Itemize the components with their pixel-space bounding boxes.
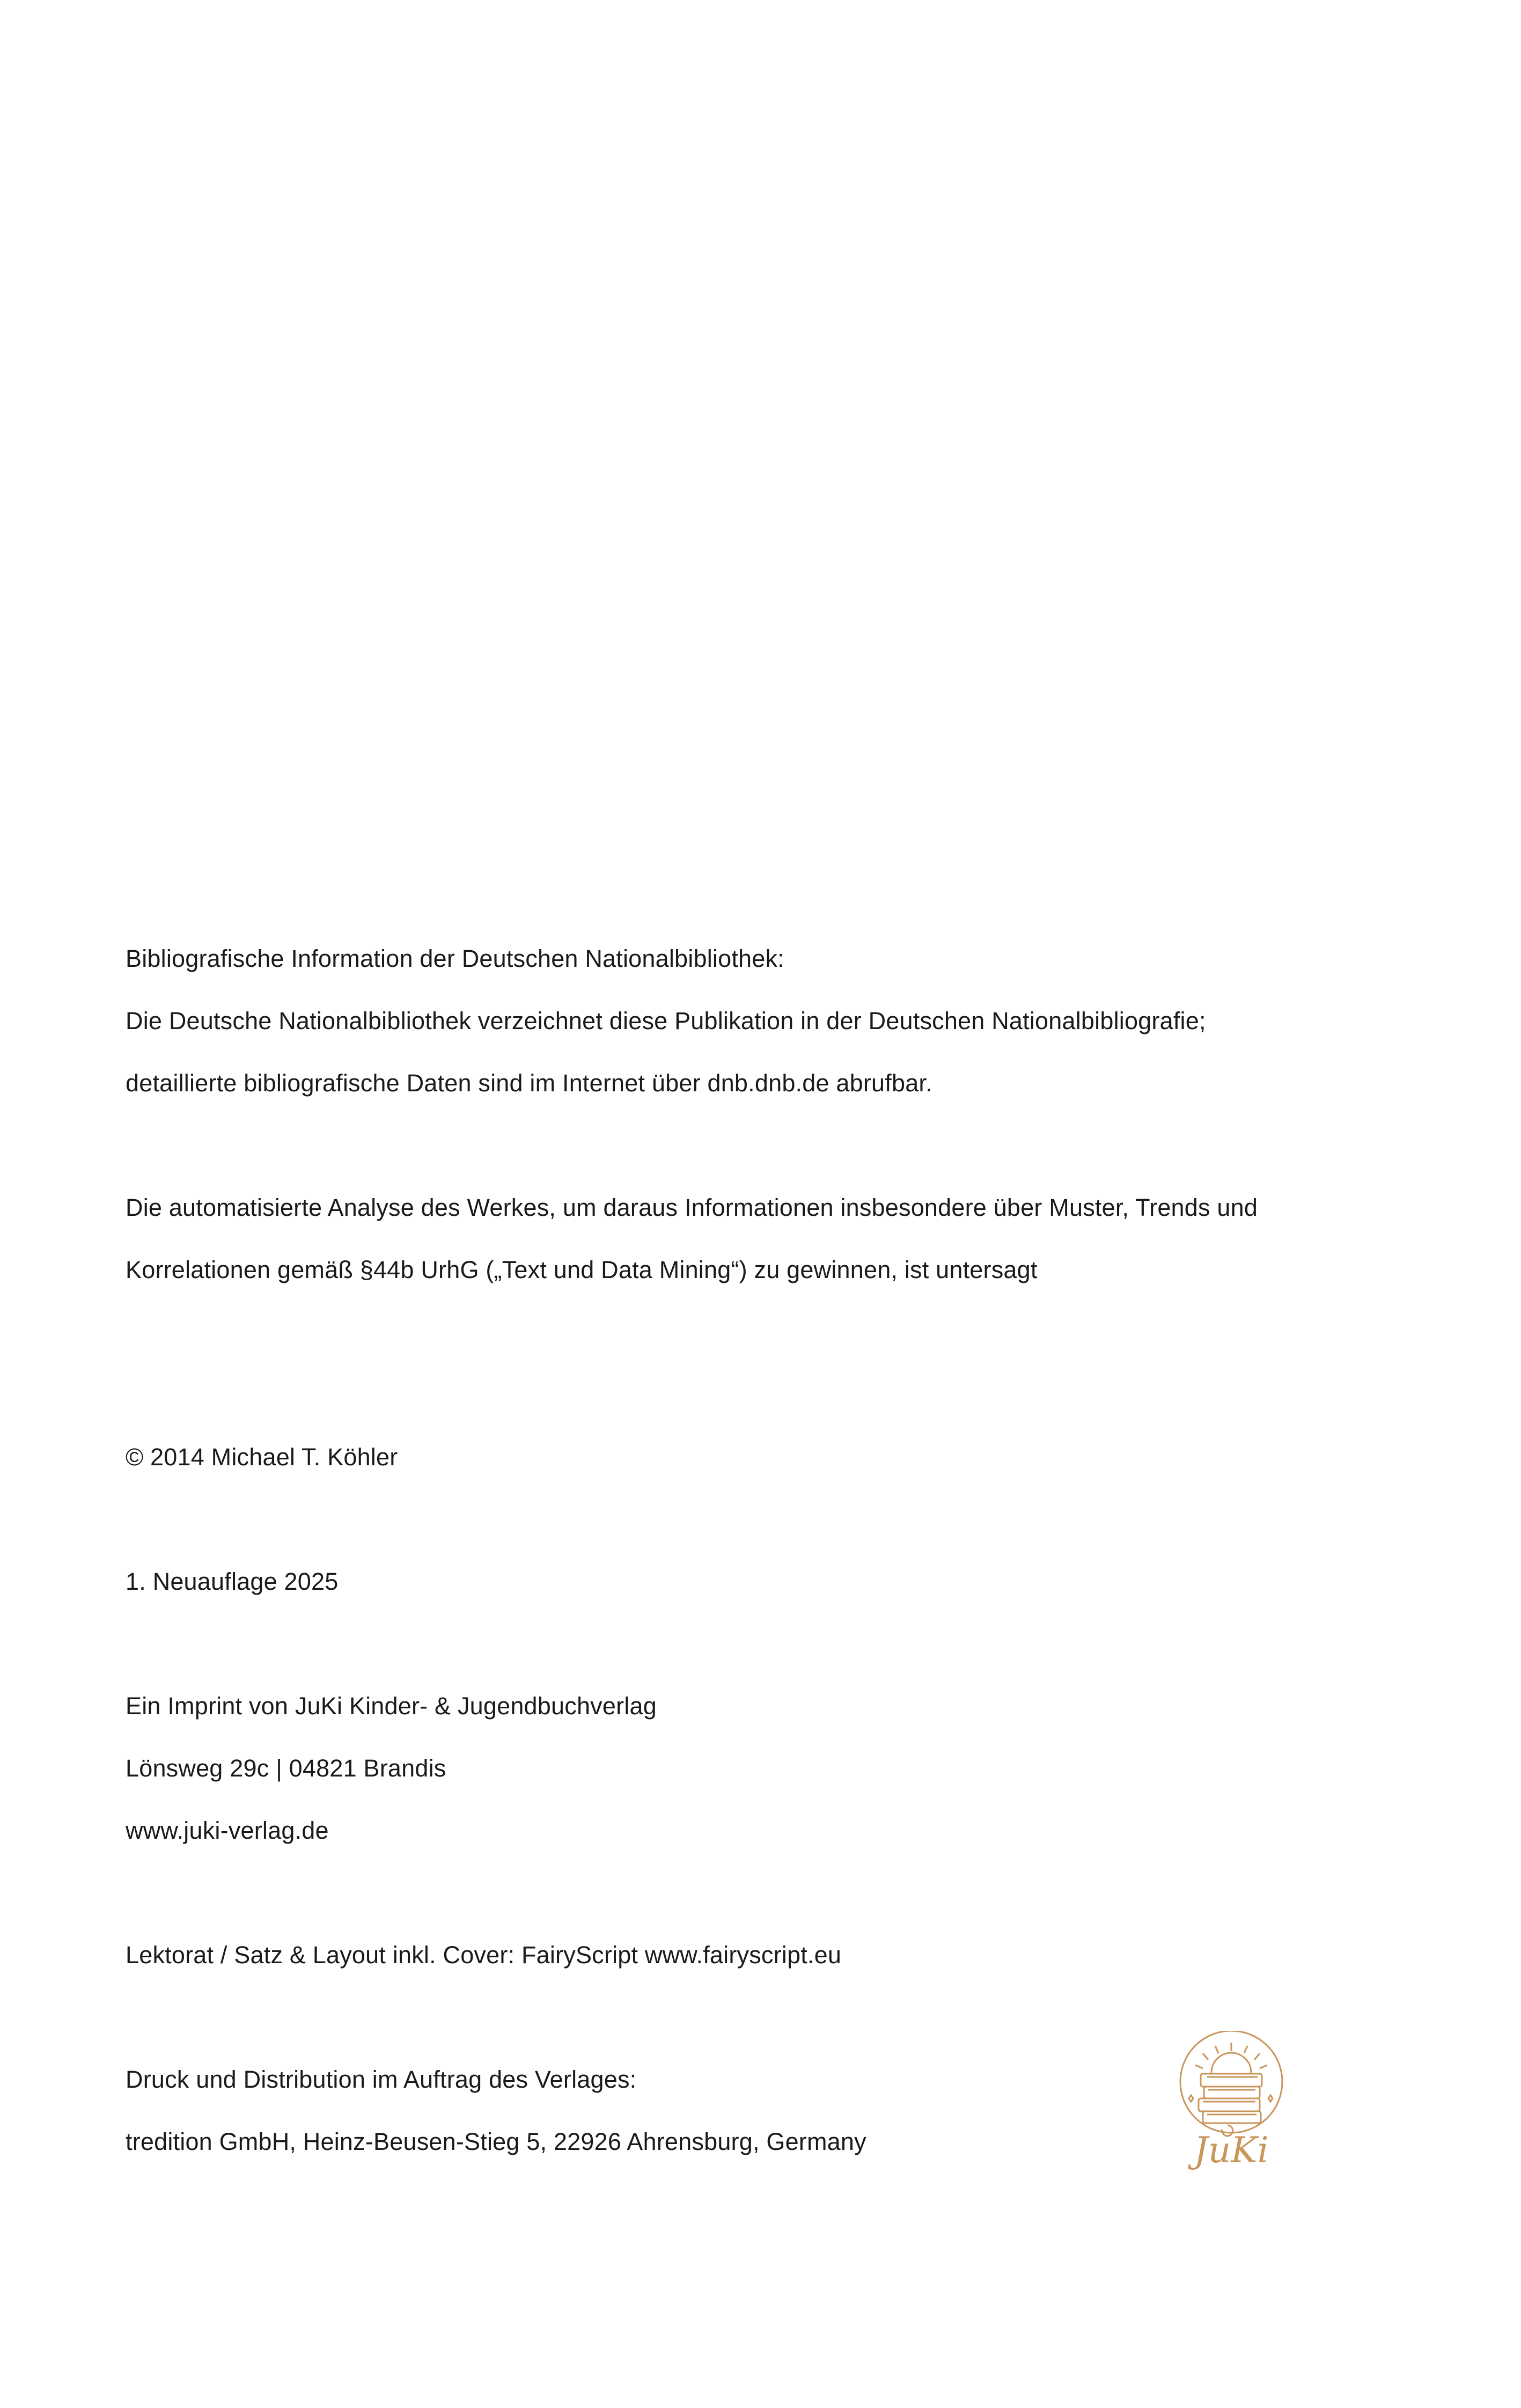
- tdm-line-1: Die automatisierte Analyse des Werkes, um daraus Informationen insbesondere über Muster, Trends und: [126, 1194, 1258, 1221]
- publisher-website: www.juki-verlag.de: [126, 1817, 329, 1844]
- credits-line: Lektorat / Satz & Layout inkl. Cover: FairyScript www.fairyscript.eu: [126, 1941, 842, 1969]
- juki-logo: [1170, 2031, 1293, 2186]
- copyright-notice: © 2014 Michael T. Köhler: [126, 1443, 398, 1471]
- cip-heading: Bibliografische Information der Deutschen Nationalbibliothek:: [126, 945, 784, 972]
- cip-line-2: detaillierte bibliografische Daten sind im Internet über dnb.dnb.de abrufbar.: [126, 1069, 932, 1097]
- logo-wordmark: JuKi: [1194, 2130, 1269, 2171]
- printing-line-2: tredition GmbH, Heinz-Beusen-Stieg 5, 22926 Ahrensburg, Germany: [126, 2128, 866, 2155]
- publisher-imprint: Ein Imprint von JuKi Kinder- & Jugendbuchverlag: [126, 1692, 657, 1720]
- edition-notice: 1. Neuauflage 2025: [126, 1568, 339, 1595]
- printing-line-1: Druck und Distribution im Auftrag des Verlages:: [126, 2066, 637, 2093]
- tdm-line-2: Korrelationen gemäß §44b UrhG („Text und Data Mining“) zu gewinnen, ist untersagt: [126, 1256, 1038, 1283]
- publisher-address: Lönsweg 29c | 04821 Brandis: [126, 1754, 446, 1782]
- cip-line-1: Die Deutsche Nationalbibliothek verzeichnet diese Publikation in der Deutschen Nationalbibliografie;: [126, 1007, 1206, 1034]
